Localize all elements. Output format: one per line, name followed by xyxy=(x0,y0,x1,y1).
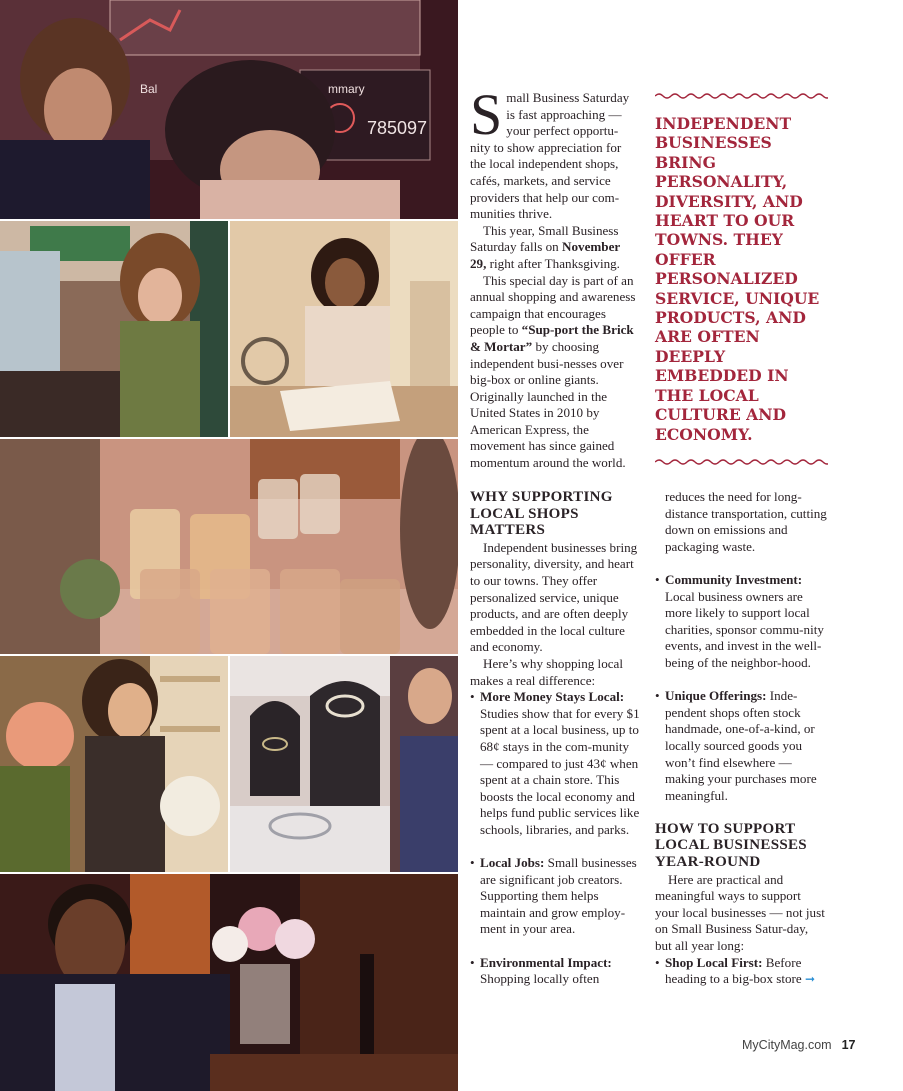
pull-quote-text: INDEPENDENT BUSINESSES BRING PERSONALITY, DIVERSITY, AND HEART TO OUR TOWNS. THEY OFFER PERSONALIZED SERVICE, UNIQUE PRODUCTS, AND ARE OFTEN DEEPLY EMBEDDED IN THE LOCAL CULTURE AND ECONOMY. xyxy=(655,114,820,444)
photo-florist xyxy=(0,656,228,872)
intro-column xyxy=(470,82,638,472)
screen-label-summary: mmary xyxy=(328,82,365,96)
photo-barista xyxy=(0,221,228,437)
continue-arrow-icon: ➞ xyxy=(805,972,816,987)
bullet-unique-offerings: • Unique Offerings: Inde-pendent shops often stock handmade, one-of-a-kind, or locally sourced goods you won’t find elsewhere — making your purchases more meaningful. xyxy=(655,688,817,803)
photo-jewelry xyxy=(230,656,458,872)
bullet-money-stays-local: • More Money Stays Local: Studies show that for every $1 spent at a local business, up to 68¢ stays in the com-munity — compared to just 43¢ when spent at a chain store. This boosts the local economy and helps fund public services like schools, libraries, and parks. xyxy=(470,689,640,837)
page-number: 17 xyxy=(841,1038,856,1052)
bullet-local-jobs: • Local Jobs: Small businesses are significant job creators. Supporting them helps maintain and grow employ-ment in your area. xyxy=(470,855,637,937)
screen-label-balance: Bal xyxy=(140,82,158,96)
intro-paragraph-2: This year, Small Business Saturday falls on November 29, right after Thanksgiving. xyxy=(470,222,620,271)
photo-grocery-jars xyxy=(0,439,458,654)
bullet-environmental-impact: • Environmental Impact: Shopping locally often xyxy=(470,954,612,987)
section-heading-how: HOW TO SUPPORT LOCAL BUSINESSES YEAR-ROUND xyxy=(655,820,807,871)
bullet-shop-local-first: • Shop Local First: Before heading to a big-box store ➞ xyxy=(655,954,816,987)
section-heading-why: WHY SUPPORTING LOCAL SHOPS MATTERS xyxy=(470,489,613,539)
intro-paragraph-1: Small Business Saturday is fast approaching — your perfect opportu-nity to show appreciation for the local independent shops, cafés, markets, and service providers that help our com-munities thrive. xyxy=(470,82,630,222)
section-why-paragraph-2: Here’s why shopping local makes a real difference: xyxy=(470,655,624,688)
bullet-community-investment: • Community Investment: Local business owners are more likely to support local charities, sponsor commu-nity events, and invest in the well-being of the neighbor-hood. xyxy=(655,571,824,670)
environmental-continuation: reduces the need for long-distance transportation, cutting down on emissions and packaging waste. xyxy=(665,489,827,554)
section-how-paragraph-1: Here are practical and meaningful ways to support your local businesses — not just on Small Business Satur-day, but all year long: xyxy=(655,871,825,954)
page-footer xyxy=(742,1038,856,1052)
wave-divider-top xyxy=(655,92,828,100)
section-why-paragraph-1: Independent businesses bring personality, diversity, and heart to our towns. They offer personalized service, unique products, and are often deeply embedded in the local culture and economy. xyxy=(470,539,638,655)
pull-quote xyxy=(655,92,830,466)
photo-designer xyxy=(230,221,458,437)
wave-divider-bottom xyxy=(655,458,828,466)
section-why-column xyxy=(470,489,640,988)
screen-number: 785097 xyxy=(367,118,428,138)
section-right-column xyxy=(655,489,827,988)
photo-restaurant-man xyxy=(0,874,458,1091)
intro-paragraph-3: This special day is part of an annual shopping and awareness campaign that encourages people to “Sup-port the Brick & Mortar” by choosing independent busi-nesses over big-box or online giants. Originally launched in the United States in 2010 by American Express, the movement has since gained momentum around the world. xyxy=(470,272,636,471)
drop-cap: S xyxy=(470,82,503,147)
footer-site: MyCityMag.com xyxy=(742,1038,832,1052)
photo-office-meeting xyxy=(0,0,458,219)
